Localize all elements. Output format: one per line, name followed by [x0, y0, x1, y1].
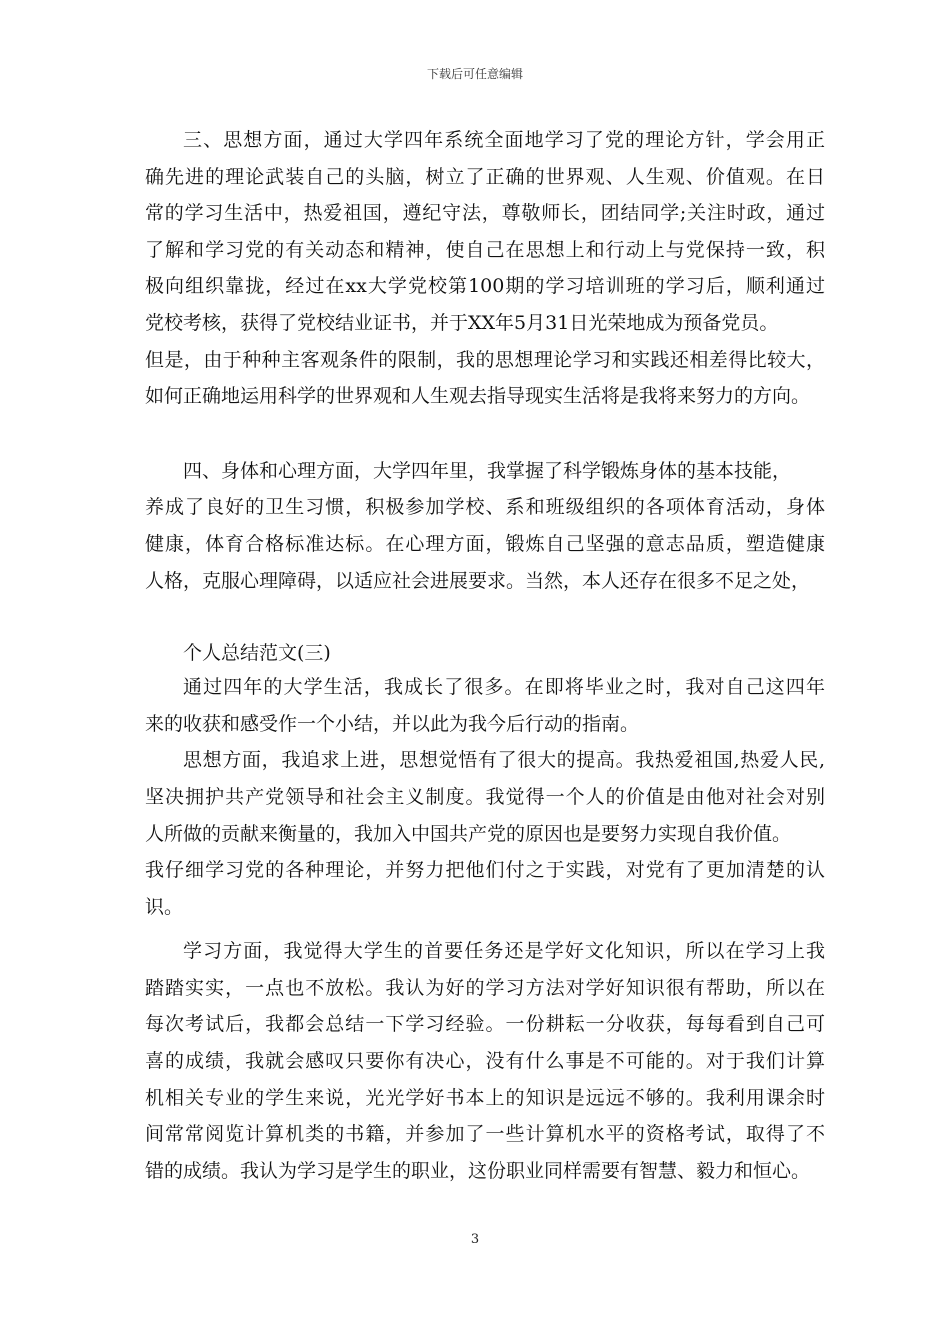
paragraph-line: 但是，由于种种主客观条件的限制，我的思想理论学习和实践还相差得比较大，	[145, 348, 825, 371]
paragraph-line: 如何正确地运用科学的世界观和人生观去指导现实生活将是我将来努力的方向。	[145, 385, 811, 408]
paragraph-line: 极向组织靠拢，经过在xx大学党校第100期的学习培训班的学习后，顺利通过	[145, 275, 825, 298]
paragraph-line: 学习方面，我觉得大学生的首要任务还是学好文化知识，所以在学习上我	[183, 940, 825, 963]
paragraph-line: 确先进的理论武装自己的头脑，树立了正确的世界观、人生观、价值观。在日	[145, 165, 825, 188]
paragraph-thought-section-three	[145, 122, 825, 415]
paragraph-line: 人格，克服心理障碍，以适应社会进展要求。当然，本人还存在很多不足之处，	[145, 569, 811, 592]
paragraph-line: 坚决拥护共产党领导和社会主义制度。我觉得一个人的价值是由他对社会对别	[145, 785, 825, 808]
paragraph-thought	[145, 742, 825, 925]
paragraph-line: 党校考核，获得了党校结业证书，并于XX年5月31日光荣地成为预备党员。	[145, 311, 779, 334]
page-number: 3	[470, 1232, 480, 1247]
paragraph-line: 人所做的贡献来衡量的，我加入中国共产党的原因也是要努力实现自我价值。	[145, 822, 792, 845]
paragraph-line: 健康，体育合格标准达标。在心理方面，锻炼自己坚强的意志品质，塑造健康	[145, 532, 825, 555]
paragraph-line: 我仔细学习党的各种理论，并努力把他们付之于实践，对党有了更加清楚的认	[145, 859, 825, 882]
paragraph-line: 常的学习生活中，热爱祖国，遵纪守法，尊敬师长，团结同学;关注时政，通过	[145, 202, 825, 225]
section-title: 个人总结范文(三)	[183, 642, 331, 665]
paragraph-intro	[145, 669, 825, 742]
paragraph-line: 了解和学习党的有关动态和精神，使自己在思想上和行动上与党保持一致，积	[145, 238, 825, 261]
paragraph-line: 养成了良好的卫生习惯，积极参加学校、系和班级组织的各项体育活动，身体	[145, 496, 825, 519]
paragraph-line: 四、身体和心理方面，大学四年里，我掌握了科学锻炼身体的基本技能，	[183, 459, 792, 482]
paragraph-spacer	[145, 925, 825, 933]
paragraph-line: 识。	[145, 895, 184, 918]
document-body	[145, 122, 825, 1189]
paragraph-line: 思想方面，我追求上进，思想觉悟有了很大的提高。我热爱祖国,热爱人民,	[183, 749, 825, 772]
paragraph-spacer	[145, 599, 825, 637]
paragraph-study	[145, 933, 825, 1189]
paragraph-line: 喜的成绩，我就会感叹只要你有决心，没有什么事是不可能的。对于我们计算	[145, 1050, 825, 1073]
paragraph-spacer	[145, 415, 825, 453]
paragraph-line: 三、思想方面，通过大学四年系统全面地学习了党的理论方针，学会用正	[183, 129, 825, 151]
paragraph-body-mind-section-four	[145, 453, 825, 599]
paragraph-line: 间常常阅览计算机类的书籍，并参加了一些计算机水平的资格考试，取得了不	[145, 1123, 825, 1146]
paragraph-line: 来的收获和感受作一个小结，并以此为我今后行动的指南。	[145, 712, 640, 735]
paragraph-line: 通过四年的大学生活，我成长了很多。在即将毕业之时，我对自己这四年	[183, 676, 825, 699]
paragraph-line: 机相关专业的学生来说，光光学好书本上的知识是远远不够的。我利用课余时	[145, 1086, 825, 1109]
page-header: 下载后可任意编辑	[426, 67, 523, 81]
paragraph-line: 每次考试后，我都会总结一下学习经验。一份耕耘一分收获，每每看到自己可	[145, 1013, 825, 1036]
paragraph-line: 错的成绩。我认为学习是学生的职业，这份职业同样需要有智慧、毅力和恒心。	[145, 1159, 811, 1182]
paragraph-line: 踏踏实实，一点也不放松。我认为好的学习方法对学好知识很有帮助，所以在	[145, 976, 825, 999]
